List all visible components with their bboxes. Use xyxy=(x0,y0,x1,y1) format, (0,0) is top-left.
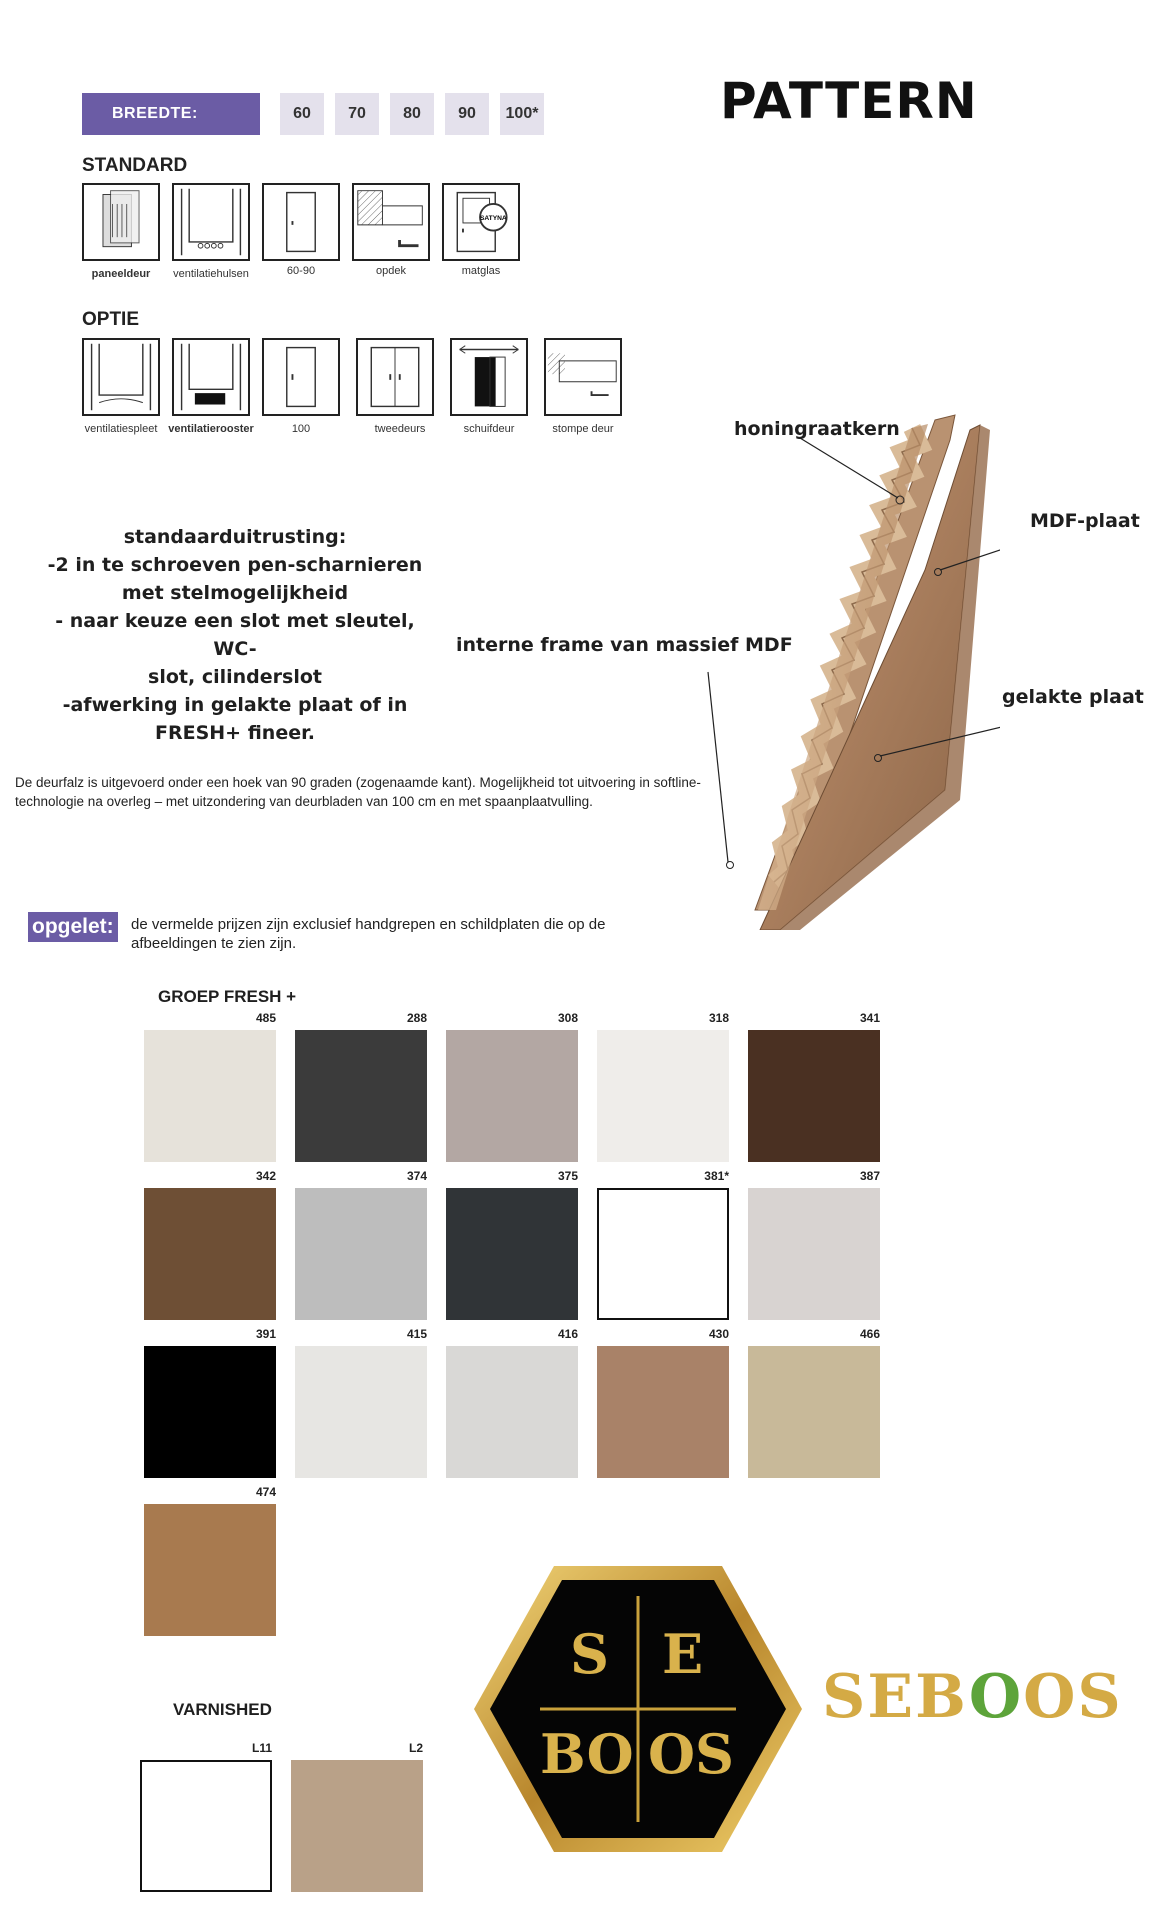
sliding-door-label: schuifdeur xyxy=(463,423,515,435)
swatch-code: 387 xyxy=(859,1169,880,1183)
door-100-icon xyxy=(262,338,340,416)
swatch-code: 375 xyxy=(557,1169,578,1183)
ventilation-gap-label: ventilatiespleet xyxy=(84,423,158,435)
swatch-code: 466 xyxy=(859,1327,880,1341)
width-option-80[interactable]: 80 xyxy=(390,93,434,135)
swatch-code: 415 xyxy=(406,1327,427,1341)
warning-text: de vermelde prijzen zijn exclusief handgrepen en schildplaten die op de afbeeldingen te zien zijn. xyxy=(131,916,606,952)
swatch-code: L11 xyxy=(251,1741,272,1755)
callout-lacquered-panel: gelakte plaat xyxy=(1002,686,1144,708)
width-option-90[interactable]: 90 xyxy=(445,93,489,135)
swatch-308[interactable] xyxy=(446,1030,578,1162)
swatch-375[interactable] xyxy=(446,1188,578,1320)
svg-text:SATYNA: SATYNA xyxy=(479,215,507,223)
warning-badge: opgelet: xyxy=(28,912,118,942)
panel-door-label: paneeldeur xyxy=(91,268,151,280)
double-door-icon xyxy=(356,338,434,416)
page-title: PATTERN xyxy=(720,72,978,130)
equipment-line: met stelmogelijkheid xyxy=(121,582,349,604)
swatch-381*[interactable] xyxy=(597,1188,729,1320)
brand-name xyxy=(822,1662,1123,1732)
swatch-code: 374 xyxy=(406,1169,427,1183)
swatch-341[interactable] xyxy=(748,1030,880,1162)
swatch-L2[interactable] xyxy=(291,1760,423,1892)
equipment-line: - naar keuze een slot met sleutel, WC- xyxy=(55,610,415,660)
frosted-glass-label: matglas xyxy=(461,265,501,277)
swatch-code: 288 xyxy=(406,1011,427,1025)
swatch-387[interactable] xyxy=(748,1188,880,1320)
swatch-474[interactable] xyxy=(144,1504,276,1636)
door-100-label: 100 xyxy=(291,423,311,435)
swatch-code: 308 xyxy=(557,1011,578,1025)
swatch-code: 485 xyxy=(255,1011,276,1025)
width-option-70[interactable]: 70 xyxy=(335,93,379,135)
swatch-L11[interactable] xyxy=(140,1760,272,1892)
callout-mdf-panel: MDF-plaat xyxy=(1030,510,1140,532)
ventilation-grille-label: ventilatierooster xyxy=(168,423,254,435)
brand-part: OS xyxy=(1023,1662,1123,1732)
logo-letters-bo: BO xyxy=(540,1722,634,1786)
rebate-note: De deurfalz is uitgevoerd onder een hoek van 90 graden (zogenaamde kant). Mogelijkheid tot uitvoering in softline-technologie na overleg – met uitzondering van deurbladen van 100 cm en met spaanplaatvulling. xyxy=(15,775,701,809)
swatch-342[interactable] xyxy=(144,1188,276,1320)
swatch-430[interactable] xyxy=(597,1346,729,1478)
width-option-100[interactable]: 100* xyxy=(500,93,544,135)
swatch-code: 416 xyxy=(557,1327,578,1341)
sliding-door-icon xyxy=(450,338,528,416)
door-60-90-icon xyxy=(262,183,340,261)
brand-part: SEB xyxy=(822,1662,969,1732)
varnished-heading: VARNISHED xyxy=(173,1700,272,1719)
logo-letter-e: E xyxy=(662,1622,704,1686)
door-60-90-label: 60-90 xyxy=(286,265,316,277)
frosted-glass-icon xyxy=(442,183,520,261)
swatch-code: 474 xyxy=(255,1485,276,1499)
double-door-label: tweedeurs xyxy=(374,423,426,435)
swatch-code: 342 xyxy=(255,1169,276,1183)
logo-letters-os: OS xyxy=(648,1722,735,1786)
swatch-391[interactable] xyxy=(144,1346,276,1478)
width-option-60[interactable]: 60 xyxy=(280,93,324,135)
swatch-code: 318 xyxy=(708,1011,729,1025)
optie-heading: OPTIE xyxy=(82,309,140,330)
equipment-line: FRESH+ fineer. xyxy=(155,722,315,744)
callout-internal-frame: interne frame van massief MDF xyxy=(456,634,793,656)
logo-letter-s: S xyxy=(570,1622,609,1686)
equipment-line: slot, cilinderslot xyxy=(148,666,322,688)
swatch-485[interactable] xyxy=(144,1030,276,1162)
panel-door-icon xyxy=(82,183,160,261)
swatch-416[interactable] xyxy=(446,1346,578,1478)
brand-part: O xyxy=(968,1662,1024,1732)
overlap-rebate-label: opdek xyxy=(376,265,406,277)
width-label: BREEDTE: xyxy=(82,93,260,135)
equipment-line: standaarduitrusting: xyxy=(123,526,347,548)
equipment-line: -2 in te schroeven pen-scharnieren xyxy=(47,554,423,576)
flush-door-icon xyxy=(544,338,622,416)
swatch-415[interactable] xyxy=(295,1346,427,1478)
swatch-code: L2 xyxy=(408,1741,423,1755)
swatch-374[interactable] xyxy=(295,1188,427,1320)
ventilation-sleeves-label: ventilatiehulsen xyxy=(173,268,249,280)
overlap-rebate-icon xyxy=(352,183,430,261)
swatch-code: 381* xyxy=(704,1169,729,1183)
swatch-code: 430 xyxy=(708,1327,729,1341)
swatch-466[interactable] xyxy=(748,1346,880,1478)
swatch-318[interactable] xyxy=(597,1030,729,1162)
standard-heading: STANDARD xyxy=(82,155,188,176)
ventilation-grille-icon xyxy=(172,338,250,416)
equipment-line: -afwerking in gelakte plaat of in xyxy=(62,694,408,716)
ventilation-gap-icon xyxy=(82,338,160,416)
swatch-code: 341 xyxy=(859,1011,880,1025)
callout-honeycomb-core: honingraatkern xyxy=(734,418,900,440)
door-construction-diagram xyxy=(680,410,1000,930)
seboos-logo xyxy=(470,1560,806,1858)
fresh-group-heading: GROEP FRESH + xyxy=(158,987,297,1006)
standard-equipment xyxy=(40,523,430,747)
flush-door-label: stompe deur xyxy=(552,423,614,435)
ventilation-sleeves-icon xyxy=(172,183,250,261)
swatch-code: 391 xyxy=(255,1327,276,1341)
swatch-288[interactable] xyxy=(295,1030,427,1162)
